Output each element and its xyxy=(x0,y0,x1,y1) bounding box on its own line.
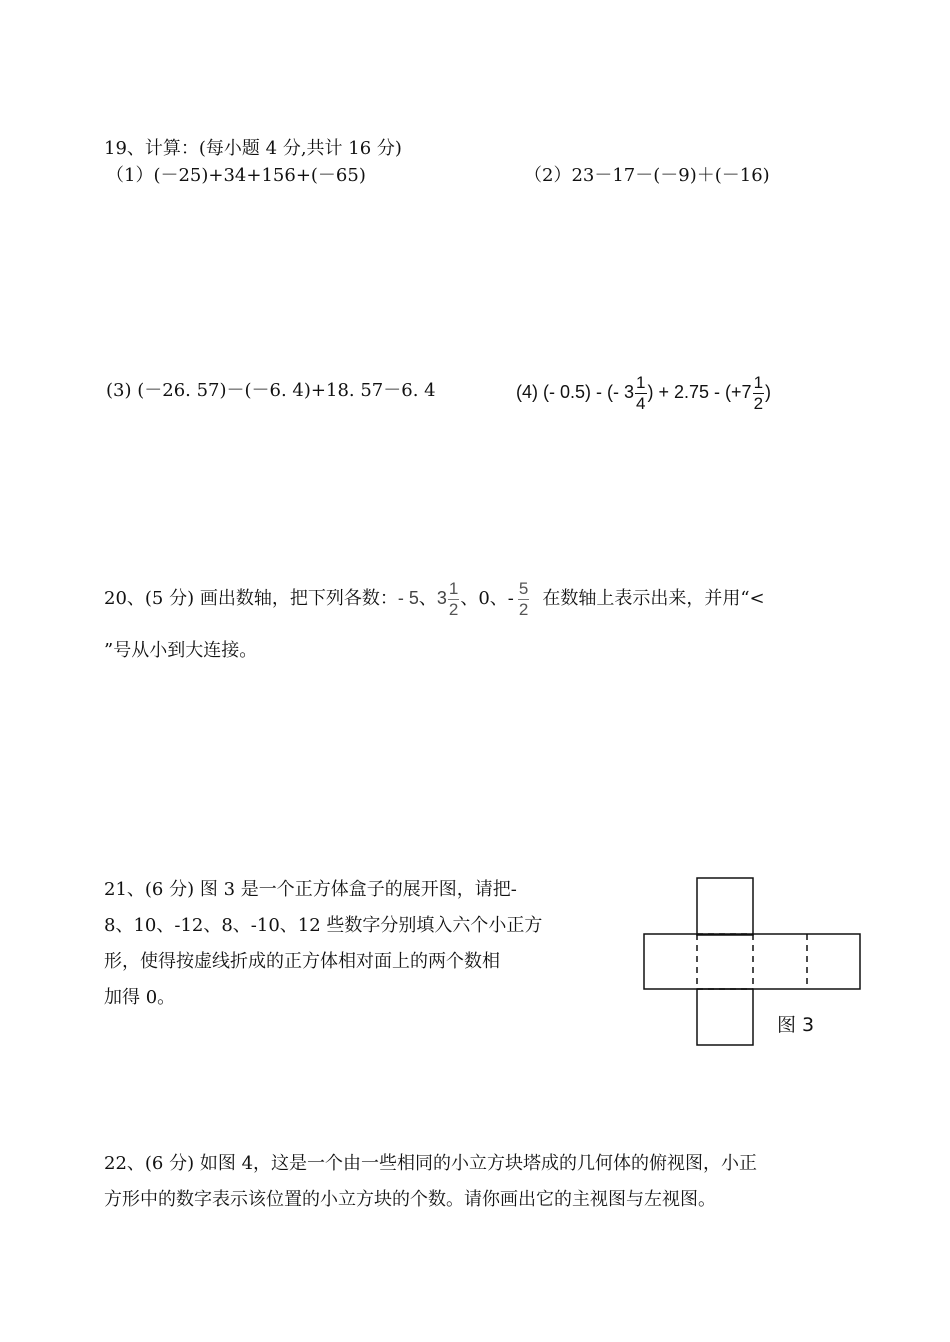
fraction-denominator: 2 xyxy=(753,393,764,413)
q19-problem-1: （1）(－25)+34+156+(－65) xyxy=(106,165,366,186)
fraction-one-quarter xyxy=(635,373,646,414)
q20-number-neg5: - 5 xyxy=(397,588,419,608)
fraction-numerator: 1 xyxy=(753,372,764,392)
q21-line-3: 形，使得按虚线折成的正方体相对面上的两个数相 xyxy=(104,951,500,972)
q19-p4-part-a: (- 0.5) - (- 3 xyxy=(543,382,635,402)
q20-separator-2: 、0、- xyxy=(460,588,514,609)
net-middle-row xyxy=(644,934,860,989)
q21-line-2: 8、10、-12、8、-10、12 些数字分别填入六个小正方 xyxy=(104,915,543,936)
q20-tail: 在数轴上表示出来，并用“< xyxy=(542,588,765,609)
q20-line-2: ”号从小到大连接。 xyxy=(104,640,258,661)
q20-line-1 xyxy=(104,576,765,621)
q19-p4-part-b: ) + 2.75 - (+7 xyxy=(647,382,752,402)
net-face-bottom xyxy=(697,989,753,1045)
q19-problem-4 xyxy=(516,370,771,414)
net-face-top xyxy=(697,878,753,935)
fraction-one-half xyxy=(753,373,764,414)
fraction-numerator: 5 xyxy=(518,578,529,598)
fraction-denominator: 2 xyxy=(518,599,529,619)
cube-net-figure xyxy=(640,872,870,1052)
q20-mixed-whole: 3 xyxy=(436,588,447,608)
fraction-numerator: 1 xyxy=(448,578,459,598)
q20-separator: 、 xyxy=(418,588,437,609)
q20-intro: 20、(5 分) 画出数轴，把下列各数： xyxy=(104,588,398,609)
q19-p4-label: (4) xyxy=(516,382,538,402)
fraction-one-half xyxy=(448,579,459,620)
fraction-five-halves xyxy=(518,579,529,620)
fold-lines xyxy=(697,934,807,989)
q22-text xyxy=(104,1146,904,1218)
q21-line-1: 21、(6 分) 图 3 是一个正方体盒子的展开图，请把- xyxy=(104,879,517,900)
figure-3-label: 图 3 xyxy=(777,1014,815,1036)
q22-line-2: 方形中的数字表示该位置的小立方块的个数。请你画出它的主视图与左视图。 xyxy=(104,1189,716,1210)
q19-p4-part-c: ) xyxy=(765,382,772,402)
q21-text xyxy=(104,872,604,1016)
q22-line-1: 22、(6 分) 如图 4，这是一个由一些相同的小立方块塔成的几何体的俯视图，小正 xyxy=(104,1153,758,1174)
q19-header: 19、计算：(每小题 4 分,共计 16 分) xyxy=(104,138,402,159)
q19-problem-2: （2）23－17－(－9)＋(－16) xyxy=(524,165,770,186)
fraction-denominator: 2 xyxy=(448,599,459,619)
q19-problem-3: (3) (－26. 57)－(－6. 4)+18. 57－6. 4 xyxy=(106,380,436,401)
fraction-denominator: 4 xyxy=(636,393,646,413)
fraction-numerator: 1 xyxy=(636,372,646,392)
q21-line-4: 加得 0。 xyxy=(104,987,176,1008)
